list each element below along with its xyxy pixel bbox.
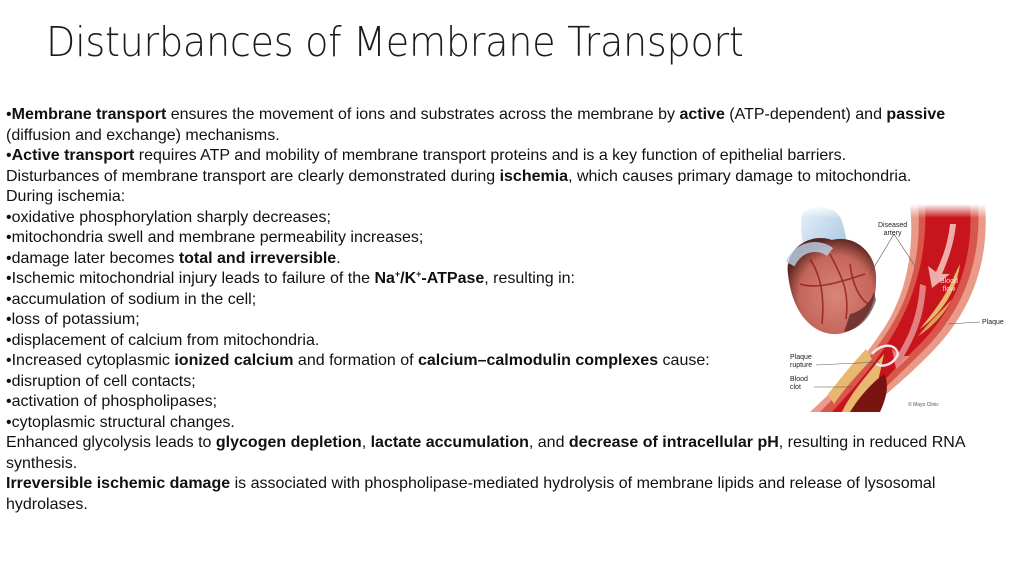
label-text: Diseased artery xyxy=(878,222,908,237)
text-line xyxy=(6,167,1024,188)
heart-graphic xyxy=(788,207,877,334)
text-segment: , which causes primary damage to mitochondria. xyxy=(568,167,912,185)
label-text: Blood flow xyxy=(940,278,958,293)
text-segment: , xyxy=(361,434,371,451)
bold-term: Active transport xyxy=(11,147,135,164)
text-line xyxy=(6,495,1024,516)
text-segment: synthesis. xyxy=(6,454,78,472)
text-segment: , and xyxy=(528,434,569,451)
text-segment: •displacement of calcium from mitochondria. xyxy=(6,331,320,349)
bold-term: + xyxy=(394,269,401,279)
label-blood-clot xyxy=(790,376,808,392)
label-text: Plaque rupture xyxy=(790,354,813,369)
bold-term: passive xyxy=(886,106,946,123)
text-segment: and formation of xyxy=(293,352,418,369)
text-segment: requires ATP and mobility of membrane transport proteins and is a key function of epithelial barriers. xyxy=(134,147,847,164)
text-segment: hydrolases. xyxy=(6,495,88,513)
bold-term: Membrane transport xyxy=(11,106,167,123)
bold-term: -ATPase xyxy=(421,270,485,287)
text-line xyxy=(6,474,1024,495)
text-segment: ensures the movement of ions and substrates across the membrane by xyxy=(166,106,680,123)
text-segment: •Increased cytoplasmic xyxy=(6,352,175,369)
text-segment: (ATP-dependent) and xyxy=(724,106,887,123)
bold-term: Na xyxy=(374,270,395,287)
text-segment: •mitochondria swell and membrane permeability increases; xyxy=(6,229,424,246)
text-segment: •Ischemic mitochondrial injury leads to failure of the xyxy=(6,270,375,287)
text-segment: •loss of potassium; xyxy=(6,311,140,328)
bold-term: /K xyxy=(400,270,417,287)
text-segment: • xyxy=(6,106,12,123)
label-plaque-rupture xyxy=(790,354,812,370)
slide-title: Disturbances of Membrane Transport xyxy=(46,18,744,66)
label-plaque: Plaque xyxy=(982,319,1004,326)
text-segment: • xyxy=(6,147,12,164)
text-segment: •cytoplasmic structural changes. xyxy=(6,413,235,431)
text-segment: During ischemia: xyxy=(6,188,126,205)
text-segment: Disturbances of membrane transport are clearly demonstrated during xyxy=(6,167,500,185)
bold-term: ionized calcium xyxy=(174,352,294,369)
text-line xyxy=(6,454,1024,475)
label-diseased-artery xyxy=(878,222,907,238)
text-segment: •disruption of cell contacts; xyxy=(6,372,196,390)
text-line xyxy=(6,146,1024,167)
text-segment: . xyxy=(336,249,341,267)
text-segment: •activation of phospholipases; xyxy=(6,393,218,410)
bold-term: calcium–calmodulin complexes xyxy=(418,352,659,369)
text-line xyxy=(6,105,1024,126)
bold-term: + xyxy=(416,269,422,279)
heart-artery-illustration xyxy=(780,204,1008,412)
text-segment: •oxidative phosphorylation sharply decreases; xyxy=(6,208,331,226)
text-segment: cause: xyxy=(658,352,710,369)
text-line xyxy=(6,126,1024,147)
bold-term: total and irreversible xyxy=(178,249,337,267)
bold-term: Irreversible ischemic damage xyxy=(6,475,231,492)
text-segment: •damage later becomes xyxy=(6,249,179,267)
bold-term: glycogen depletion xyxy=(215,434,362,451)
text-segment: , resulting in: xyxy=(484,270,575,287)
text-segment: Enhanced glycolysis leads to xyxy=(6,434,216,451)
label-text: Blood clot xyxy=(790,376,808,391)
label-copyright: © Mayo Clinic xyxy=(908,402,939,408)
text-line xyxy=(6,433,1024,454)
bold-term: decrease of intracellular pH xyxy=(568,434,779,451)
text-segment: is associated with phospholipase-mediated hydrolysis of membrane lipids and release of lysosomal xyxy=(230,475,936,492)
text-segment: •accumulation of sodium in the cell; xyxy=(6,290,257,308)
bold-term: active xyxy=(679,106,725,123)
text-segment: (diffusion and exchange) mechanisms. xyxy=(6,126,280,144)
bold-term: ischemia xyxy=(499,167,569,185)
text-line xyxy=(6,413,1024,434)
bold-term: lactate accumulation xyxy=(370,434,529,451)
text-segment: , resulting in reduced RNA xyxy=(778,434,966,451)
label-blood-flow xyxy=(940,278,958,294)
